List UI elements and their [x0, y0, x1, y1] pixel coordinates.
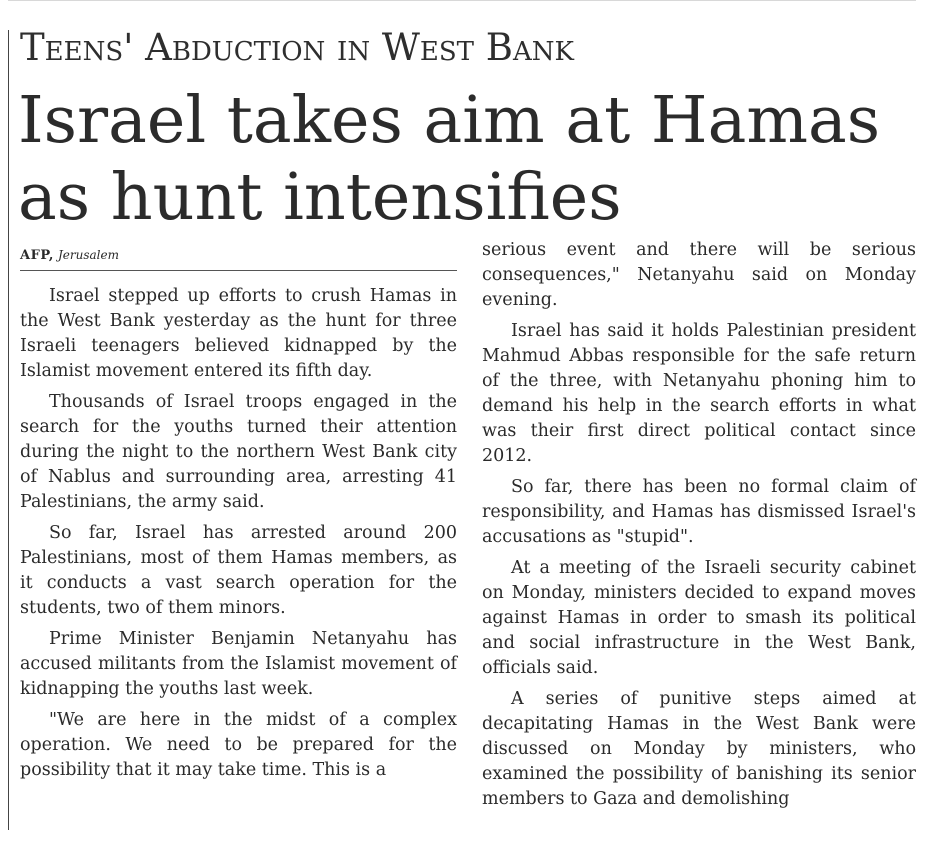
- left-column-rule: [8, 30, 9, 830]
- paragraph: Israel has said it holds Palestinian president Mahmud Abbas responsible for the safe return of the three, with Netanyahu phoning him to demand his help in the search efforts in what was their first direct political contact since 2012.: [482, 321, 916, 466]
- byline: [20, 247, 119, 264]
- headline-line: as hunt intensifies: [18, 160, 622, 235]
- byline-rule: [20, 270, 457, 271]
- paragraph: Thousands of Israel troops engaged in the search for the youths turned their attention during the night to the northern West Bank city of Nablus and surrounding area, arresting 41 Palestinians, the army said.: [20, 392, 457, 512]
- article-column-1: [20, 284, 457, 789]
- headline: [18, 82, 880, 236]
- headline-line: Israel takes aim at Hamas: [18, 83, 881, 158]
- kicker: Teens' Abduction in West Bank: [20, 26, 574, 69]
- top-border: [8, 0, 916, 1]
- byline-place: Jerusalem: [57, 248, 119, 262]
- paragraph: At a meeting of the Israeli security cabinet on Monday, ministers decided to expand moves against Hamas in order to smash its political and social infrastructure in the West Bank, officials said.: [482, 558, 916, 678]
- paragraph: So far, there has been no formal claim of responsibility, and Hamas has dismissed Israel's accusations as "stupid".: [482, 477, 916, 547]
- paragraph: So far, Israel has arrested around 200 Palestinians, most of them Hamas members, as it conducts a vast search operation for the students, two of them minors.: [20, 523, 457, 618]
- article-column-2: [482, 238, 916, 818]
- paragraph: Prime Minister Benjamin Netanyahu has accused militants from the Islamist movement of kidnapping the youths last week.: [20, 629, 457, 699]
- byline-agency: AFP,: [20, 248, 54, 263]
- paragraph: "We are here in the midst of a complex operation. We need to be prepared for the possibility that it may take time. This is a: [20, 710, 457, 780]
- paragraph: serious event and there will be serious consequences," Netanyahu said on Monday evening.: [482, 240, 916, 310]
- paragraph: A series of punitive steps aimed at decapitating Hamas in the West Bank were discussed on Monday by ministers, who examined the possibility of banishing its senior members to Gaza and demolishing: [482, 689, 916, 809]
- paragraph: Israel stepped up efforts to crush Hamas in the West Bank yesterday as the hunt for three Israeli teenagers believed kidnapped by the Islamist movement entered its fifth day.: [20, 286, 457, 381]
